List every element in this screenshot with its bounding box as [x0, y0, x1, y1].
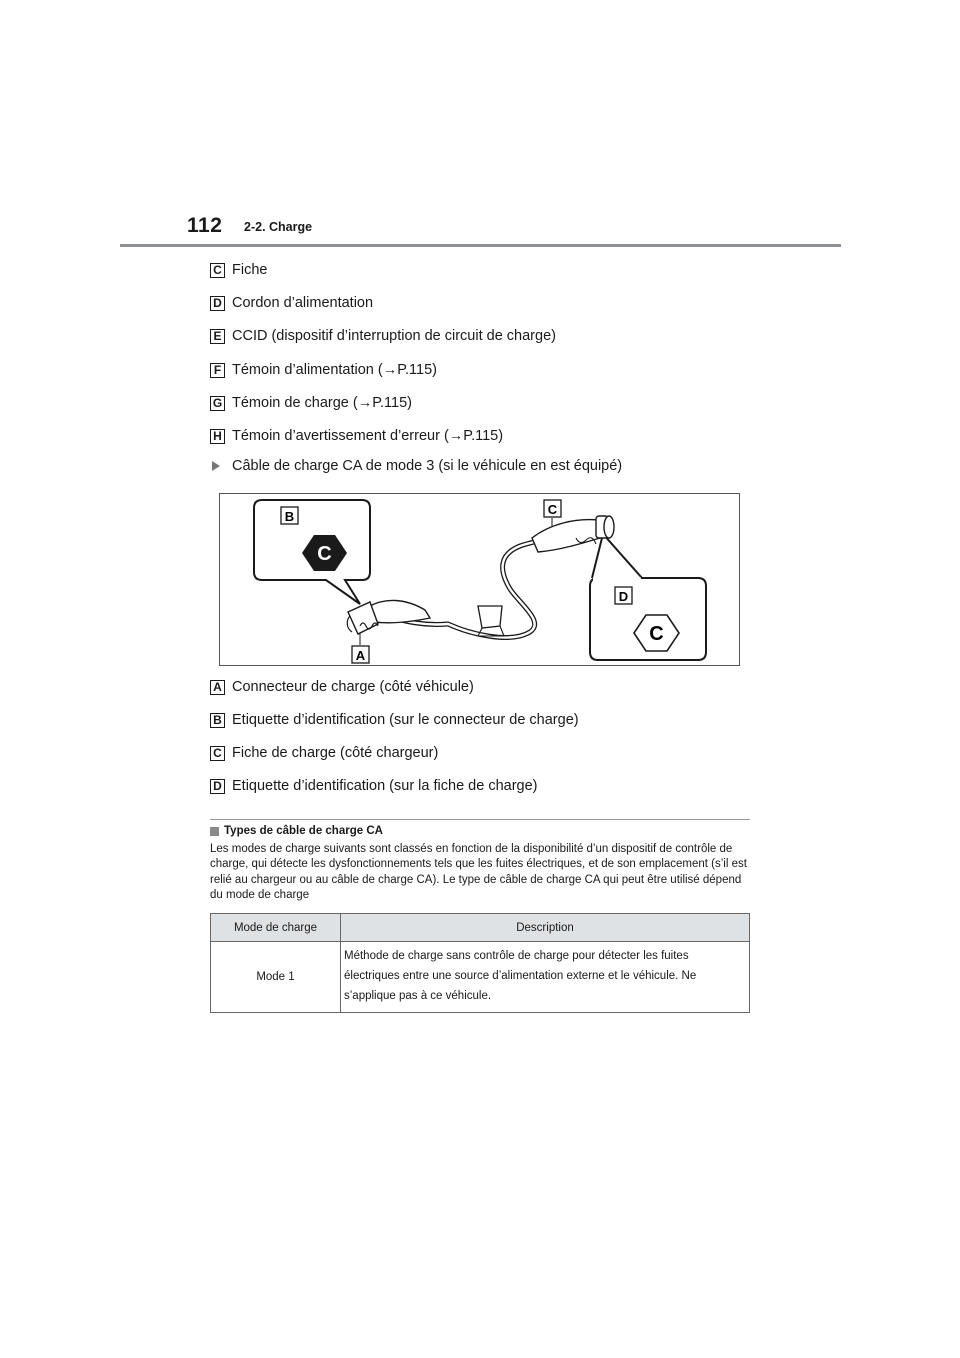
- legend-text: Témoin de charge (→P.115): [232, 395, 413, 411]
- letter-badge: E: [210, 329, 225, 344]
- legend-text: Etiquette d’identification (sur le connecteur de charge): [232, 712, 579, 728]
- types-heading: [210, 825, 383, 837]
- section-title: 2-2. Charge: [244, 220, 313, 234]
- letter-badge: A: [210, 680, 225, 695]
- letter-badge: D: [210, 296, 225, 311]
- legend-item: [210, 394, 412, 412]
- header-divider: [120, 244, 841, 247]
- legend-text: Fiche de charge (côté chargeur): [232, 745, 439, 761]
- hex-label-right: C: [649, 623, 664, 645]
- letter-badge: F: [210, 363, 225, 378]
- legend-item: [210, 744, 438, 762]
- legend-text: Etiquette d’identification (sur la fiche de charge): [232, 778, 538, 794]
- legend-item: [210, 711, 579, 729]
- label-c: C: [547, 502, 558, 517]
- legend-text: Connecteur de charge (côté véhicule): [232, 679, 474, 695]
- table-row: [211, 942, 750, 1013]
- page-number: 112: [187, 214, 223, 237]
- triangle-bullet-icon: [212, 461, 220, 471]
- mode-cell: Mode 1: [211, 942, 341, 1013]
- column-header-mode: Mode de charge: [211, 914, 341, 942]
- letter-badge: H: [210, 429, 225, 444]
- table-header-row: [211, 914, 750, 942]
- legend-item: [210, 327, 556, 345]
- legend-text: Cordon d’alimentation: [232, 295, 374, 311]
- square-bullet-icon: [210, 827, 219, 836]
- legend-item: [210, 261, 267, 279]
- letter-badge: C: [210, 263, 225, 278]
- legend-item: [210, 427, 503, 445]
- types-paragraph: Les modes de charge suivants sont classés en fonction de la disponibilité d’un dispositif de contrôle de charge, qui détecte les dysfonctionnements tels que les fuites électriques, et de son emplacement (s’il est relié au chargeur ou au câble de charge CA). Le type de câble de charge CA qui peut être utilisé dépend du mode de charge: [210, 843, 747, 901]
- legend-text: CCID (dispositif d’interruption de circuit de charge): [232, 328, 556, 344]
- cable-drawing: [220, 494, 741, 667]
- bullet-heading: [210, 458, 622, 474]
- letter-badge: C: [210, 746, 225, 761]
- legend-text: Fiche: [232, 262, 268, 278]
- charging-cable-illustration: [219, 493, 740, 666]
- letter-badge: G: [210, 396, 225, 411]
- types-heading-text: Types de câble de charge CA: [224, 825, 383, 837]
- legend-item: [210, 678, 474, 696]
- legend-item: [210, 777, 537, 795]
- legend-item: [210, 361, 437, 379]
- hex-label-left: C: [317, 543, 332, 565]
- section-divider: [210, 819, 750, 820]
- legend-text: Témoin d’avertissement d’erreur (→P.115): [232, 428, 504, 444]
- charge-modes-table: [210, 913, 750, 1013]
- description-cell: Méthode de charge sans contrôle de charge pour détecter les fuites électriques entre une source d’alimentation externe et le véhicule. Ne s’applique pas à ce véhicule.: [341, 942, 750, 1013]
- letter-badge: D: [210, 779, 225, 794]
- letter-badge: B: [210, 713, 225, 728]
- bullet-heading-text: Câble de charge CA de mode 3 (si le véhicule en est équipé): [232, 458, 623, 474]
- label-a: A: [355, 648, 366, 663]
- label-b: B: [284, 509, 295, 524]
- column-header-description: Description: [341, 914, 750, 942]
- legend-item: [210, 294, 373, 312]
- legend-text: Témoin d’alimentation (→P.115): [232, 362, 437, 378]
- label-d: D: [618, 589, 629, 604]
